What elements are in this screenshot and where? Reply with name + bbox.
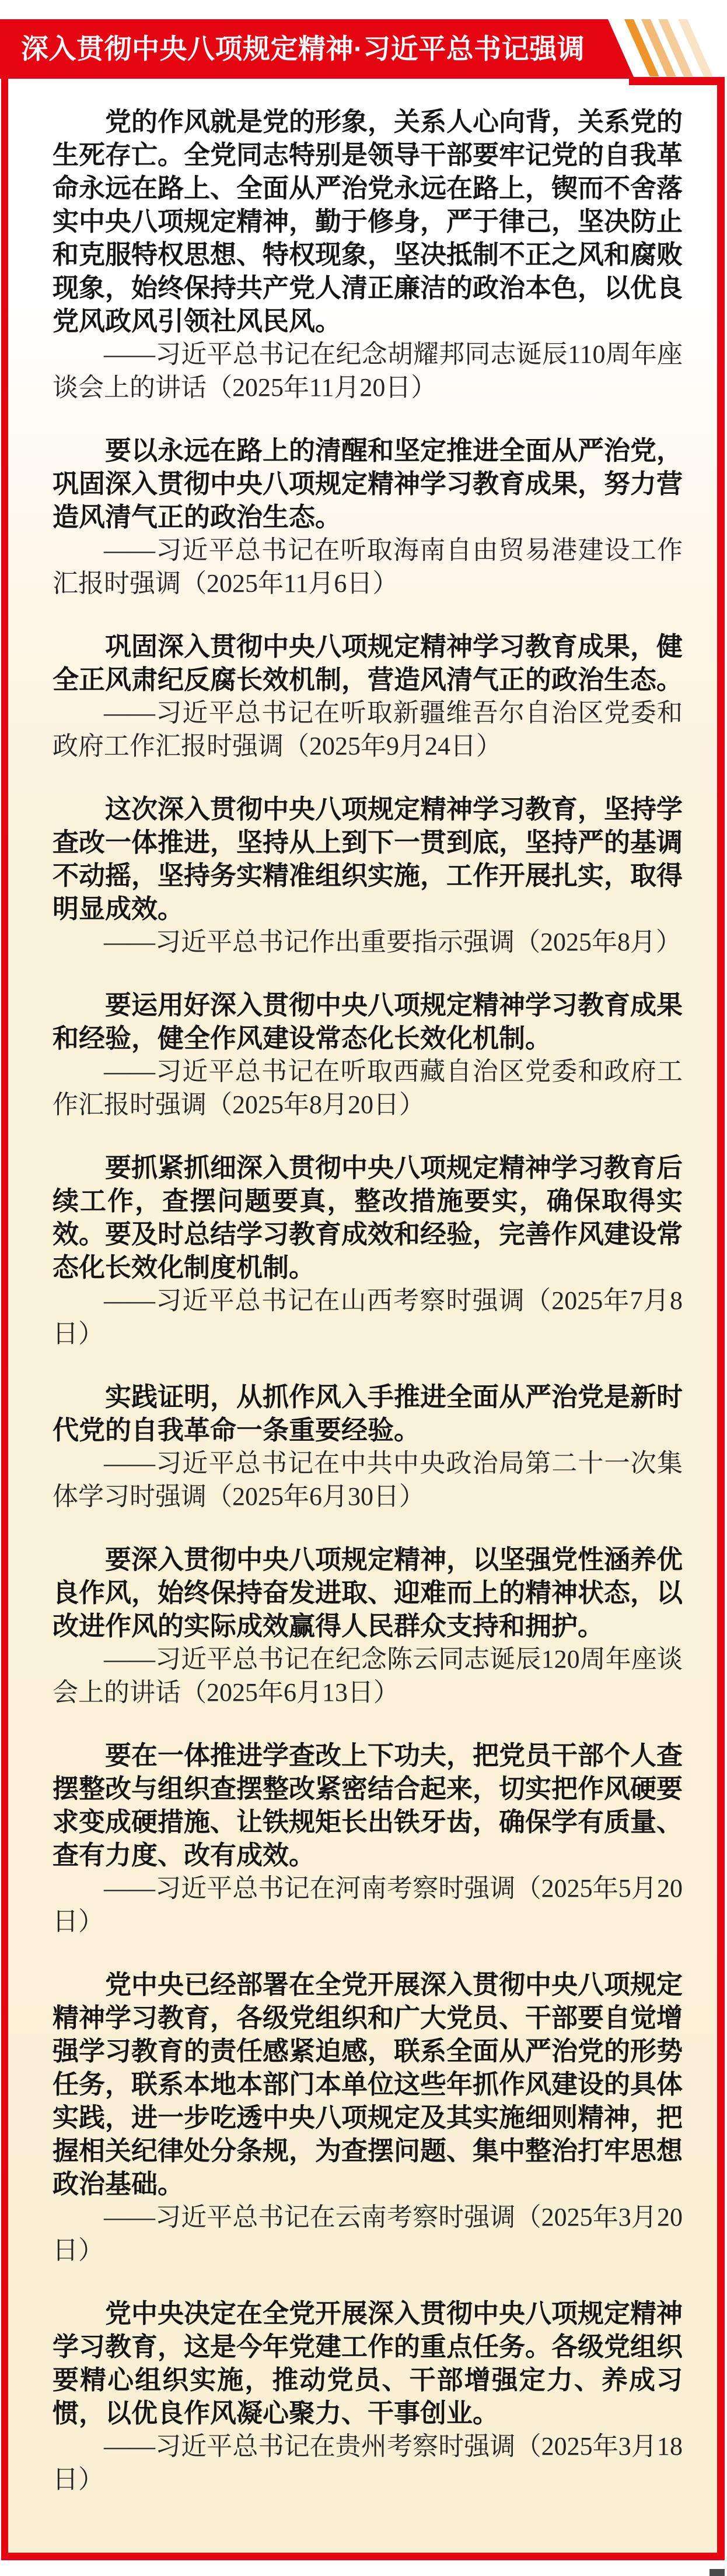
quote-block	[53, 434, 683, 600]
quote-text: 党中央决定在全党开展深入贯彻中央八项规定精神学习教育，这是今年党建工作的重点任务。各级党组织要精心组织实施，推动党员、干部增强定力、养成习惯，以优良作风凝心聚力、干事创业。	[53, 2298, 683, 2428]
quote-text: 要以永远在路上的清醒和坚定推进全面从严治党，巩固深入贯彻中央八项规定精神学习教育成果，努力营造风清气正的政治生态。	[53, 436, 683, 532]
quote-source: ——习近平总书记在云南考察时强调（2025年3月20日）	[53, 2203, 683, 2265]
quote-source: ——习近平总书记作出重要指示强调（2025年8月）	[104, 928, 681, 956]
quote-source: ——习近平总书记在听取西藏自治区党委和政府工作汇报时强调（2025年8月20日）	[53, 1057, 683, 1119]
quote-text: 要深入贯彻中央八项规定精神，以坚强党性涵养优良作风，始终保持奋发进取、迎难而上的精神状态，以改进作风的实际成效赢得人民群众支持和拥护。	[53, 1545, 683, 1641]
frame-border-top-right	[629, 77, 725, 85]
frame-border-right	[717, 77, 725, 2560]
quote-block	[53, 1739, 683, 1938]
quote-source: ——习近平总书记在纪念陈云同志诞辰120周年座谈会上的讲话（2025年6月13日）	[53, 1645, 683, 1707]
quote-source: ——习近平总书记在纪念胡耀邦同志诞辰110周年座谈会上的讲话（2025年11月20日）	[53, 340, 683, 402]
quote-source: ——习近平总书记在贵州考察时强调（2025年3月18日）	[53, 2432, 683, 2494]
quote-text: 党的作风就是党的形象，关系人心向背，关系党的生死存亡。全党同志特别是领导干部要牢记党的自我革命永远在路上、全面从严治党永远在路上，锲而不舍落实中央八项规定精神，勤于修身，严于律己，坚决防止和克服特权思想、特权现象，坚决抵制不正之风和腐败现象，始终保持共产党人清正廉洁的政治本色，以优良党风政风引领社风民风。	[53, 107, 683, 336]
quote-source: ——习近平总书记在听取海南自由贸易港建设工作汇报时强调（2025年11月6日）	[53, 536, 683, 598]
frame-border-left	[1, 77, 8, 2560]
quote-block	[53, 1968, 683, 2267]
quote-block	[53, 1543, 683, 1709]
quote-block	[53, 2297, 683, 2496]
quote-text: 要在一体推进学查改上下功夫，把党员干部个人查摆整改与组织查摆整改紧密结合起来，切实把作风硬要求变成硬措施、让铁规矩长出铁牙齿，确保学有质量、查有力度、改有成效。	[53, 1740, 683, 1870]
quote-source: ——习近平总书记在河南考察时强调（2025年5月20日）	[53, 1874, 683, 1936]
quote-text: 这次深入贯彻中央八项规定精神学习教育，坚持学查改一体推进，坚持从上到下一贯到底，坚持严的基调不动摇，坚持务实精准组织实施，工作开展扎实，取得明显成效。	[53, 794, 683, 924]
quote-block	[53, 105, 683, 404]
quote-source: ——习近平总书记在山西考察时强调（2025年7月8日）	[53, 1286, 683, 1348]
quote-text: 要运用好深入贯彻中央八项规定精神学习教育成果和经验，健全作风建设常态化长效化机制。	[53, 990, 683, 1053]
quote-source: ——习近平总书记在中共中央政治局第二十一次集体学习时强调（2025年6月30日）	[53, 1449, 683, 1511]
corner-mark	[709, 2569, 725, 2576]
quote-block	[53, 988, 683, 1121]
quote-block	[53, 630, 683, 763]
quote-block	[53, 1151, 683, 1350]
quote-block	[53, 1380, 683, 1513]
quote-block	[53, 792, 683, 959]
quote-text: 党中央已经部署在全党开展深入贯彻中央八项规定精神学习教育，各级党组织和广大党员、干部要自觉增强学习教育的责任感紧迫感，联系全面从严治党的形势任务，联系本地本部门本单位这些年抓作风建设的具体实践，进一步吃透中央八项规定及其实施细则精神，把握相关纪律处分条规，为查摆问题、集中整治打牢思想政治基础。	[53, 1970, 683, 2199]
page-title: 深入贯彻中央八项规定精神·习近平总书记强调	[21, 33, 585, 64]
article	[53, 105, 683, 2496]
quote-text: 巩固深入贯彻中央八项规定精神学习教育成果，健全正风肃纪反腐长效机制，营造风清气正的政治生态。	[53, 631, 683, 694]
frame-border-bottom	[1, 2553, 725, 2560]
quote-text: 实践证明，从抓作风入手推进全面从严治党是新时代党的自我革命一条重要经验。	[53, 1382, 683, 1445]
quote-source: ——习近平总书记在听取新疆维吾尔自治区党委和政府工作汇报时强调（2025年9月24日）	[53, 699, 683, 760]
quote-text: 要抓紧抓细深入贯彻中央八项规定精神学习教育后续工作，查摆问题要真，整改措施要实，确保取得实效。要及时总结学习教育成效和经验，完善作风建设常态化长效化制度机制。	[53, 1153, 683, 1282]
